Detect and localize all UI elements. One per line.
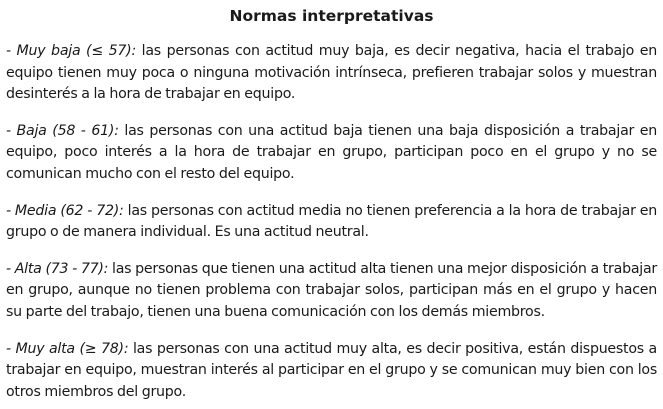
norm-label-muy-baja: - Muy baja (≤ 57): [6,43,136,59]
norm-label-media: - Media (62 - 72): [6,202,124,219]
norm-text-muy-alta: las personas con una actitud muy alta, es decir positiva, están dispuestos a trabajar en equipo, muestran interés al participar en el grupo y se comunican muy bien con los otros miembros del grupo. [6,340,657,400]
norm-text-alta: las personas que tienen una actitud alta tienen una mejor disposición a trabajar en grupo, aunque no tienen problema con trabajar solos, participan más en el grupo y hacen su parte del trabajo, tienen una buena comunicación con los demás miembros. [6,260,657,320]
document-title: Normas interpretativas [229,7,434,25]
norm-muy-baja [6,41,657,106]
norm-text-muy-baja: las personas con actitud muy baja, es decir negativa, hacia el trabajo en equipo tienen muy poca o ninguna motivación intrínseca, prefieren trabajar solos y muestran desinterés a la hora de trabajar en equipo. [6,43,657,103]
norm-media [6,201,657,244]
norm-baja [6,121,657,186]
norm-label-alta: - Alta (73 - 77): [6,260,109,277]
norm-text-media: las personas con actitud media no tienen preferencia a la hora de trabajar en grupo o de manera individual. Es una actitud neutral. [6,202,657,241]
norm-label-baja: - Baja (58 - 61): [6,122,119,139]
norm-muy-alta [6,339,657,404]
norm-text-baja: las personas con una actitud baja tienen una baja disposición a trabajar en equipo, poco interés a la hora de trabajar en grupo, participan poco en el grupo y no se comunican mucho con el resto del equipo. [6,122,657,182]
norm-alta [6,259,657,324]
norm-label-muy-alta: - Muy alta (≥ 78): [6,340,129,357]
